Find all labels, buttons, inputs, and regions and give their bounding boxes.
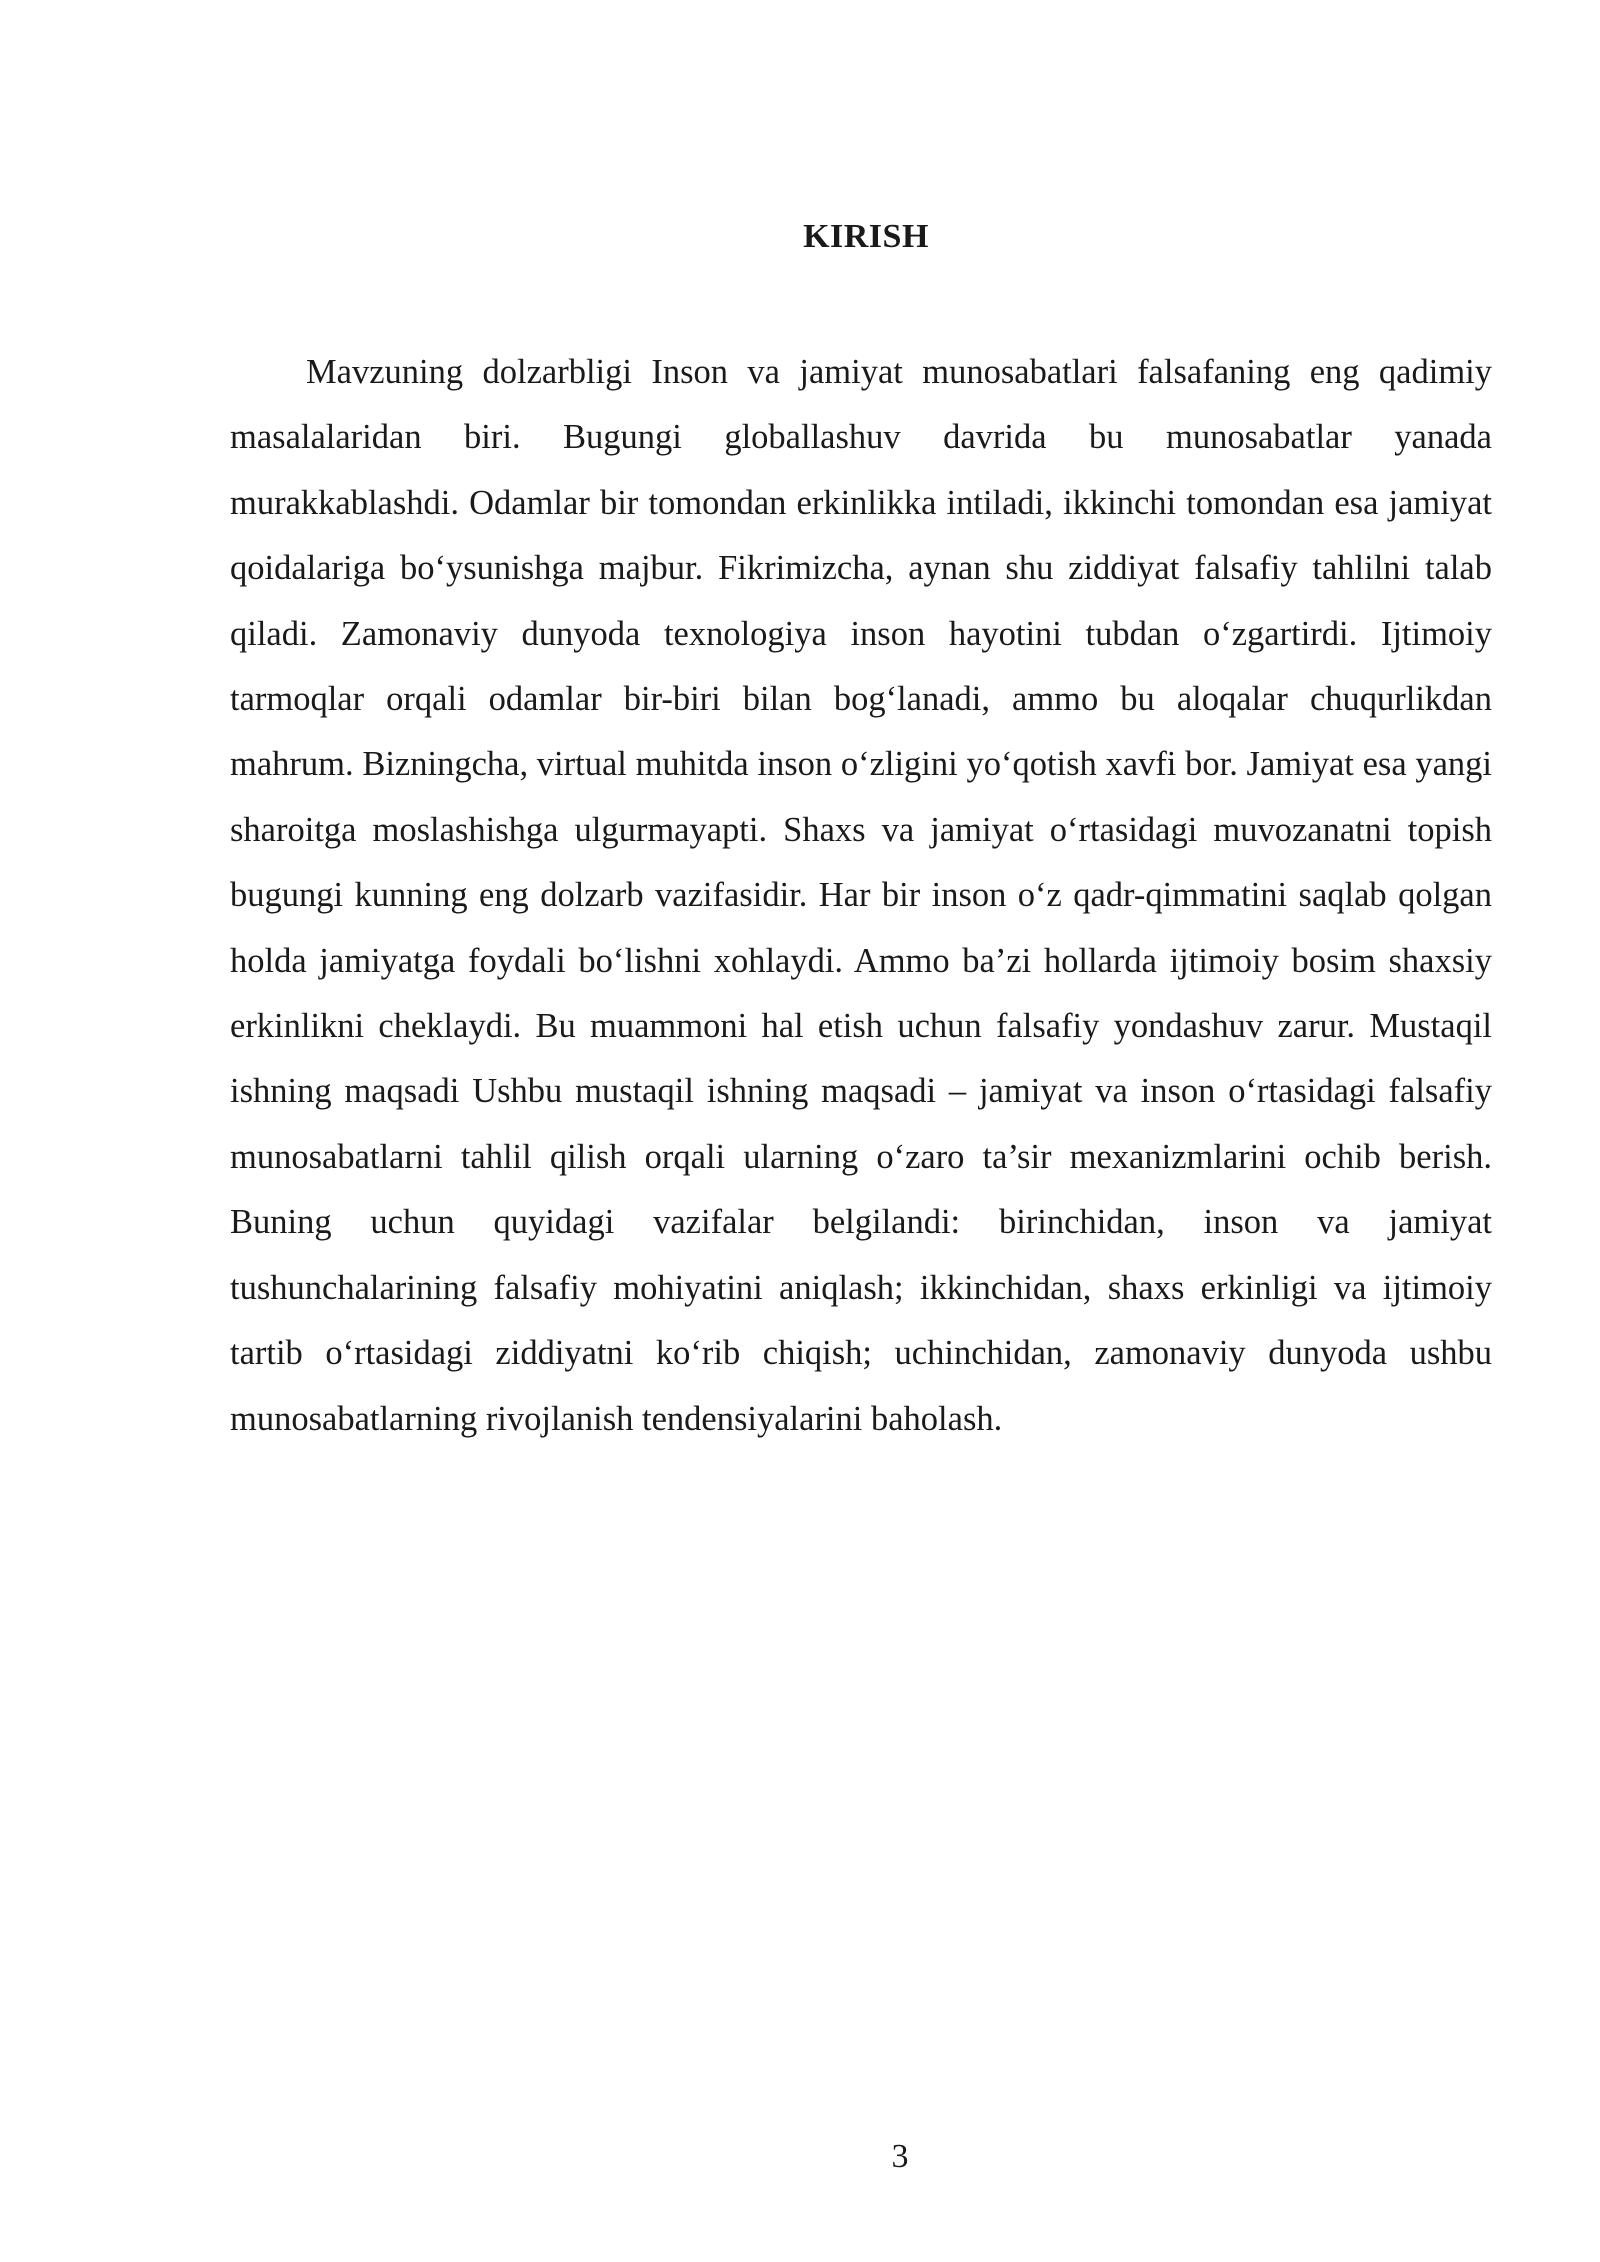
body-paragraph: Mavzuning dolzarbligi Inson va jamiyat munosabatlari falsafaning eng qadimiy masalalaridan biri. Bugungi globallashuv davrida bu munosabatlar yanada murakkablashdi. Odamlar bir tomondan erkinlikka intiladi, ikkinchi tomondan esa jamiyat qoidalariga bo‘ysunishga majbur. Fikrimizcha, aynan shu ziddiyat falsafiy tahlilni talab qiladi. Zamonaviy dunyoda texnologiya inson hayotini tubdan o‘zgartirdi. Ijtimoiy tarmoqlar orqali odamlar bir-biri bilan bog‘lanadi, ammo bu aloqalar chuqurlikdan mahrum. Bizningcha, virtual muhitda inson o‘zligini yo‘qotish xavfi bor. Jamiyat esa yangi sharoitga moslashishga ulgurmayapti. Shaxs va jamiyat o‘rtasidagi muvozanatni topish bugungi kunning eng dolzarb vazifasidir. Har bir inson o‘z qadr-qimmatini saqlab qolgan holda jamiyatga foydali bo‘lishni xohlaydi. Ammo ba’zi hollarda ijtimoiy bosim shaxsiy erkinlikni cheklaydi. Bu muammoni hal etish uchun falsafiy yondashuv zarur. Mustaqil ishning maqsadi Ushbu mustaqil ishning maqsadi – jamiyat va inson o‘rtasidagi falsafiy munosabatlarni tahlil qilish orqali ularning o‘zaro ta’sir mexanizmlarini ochib berish. Buning uchun quyidagi vazifalar belgilandi: birinchidan, inson va jamiyat tushunchalarining falsafiy mohiyatini aniqlash; ikkinchidan, shaxs erkinligi va ijtimoiy tartib o‘rtasidagi ziddiyatni ko‘rib chiqish; uchinchidan, zamonaviy dunyoda ushbu munosabatlarning rivojlanish tendensiyalarini baholash. (230, 353, 1492, 1438)
page-number: 3 (891, 2138, 909, 2175)
section-heading: KIRISH (803, 218, 929, 255)
